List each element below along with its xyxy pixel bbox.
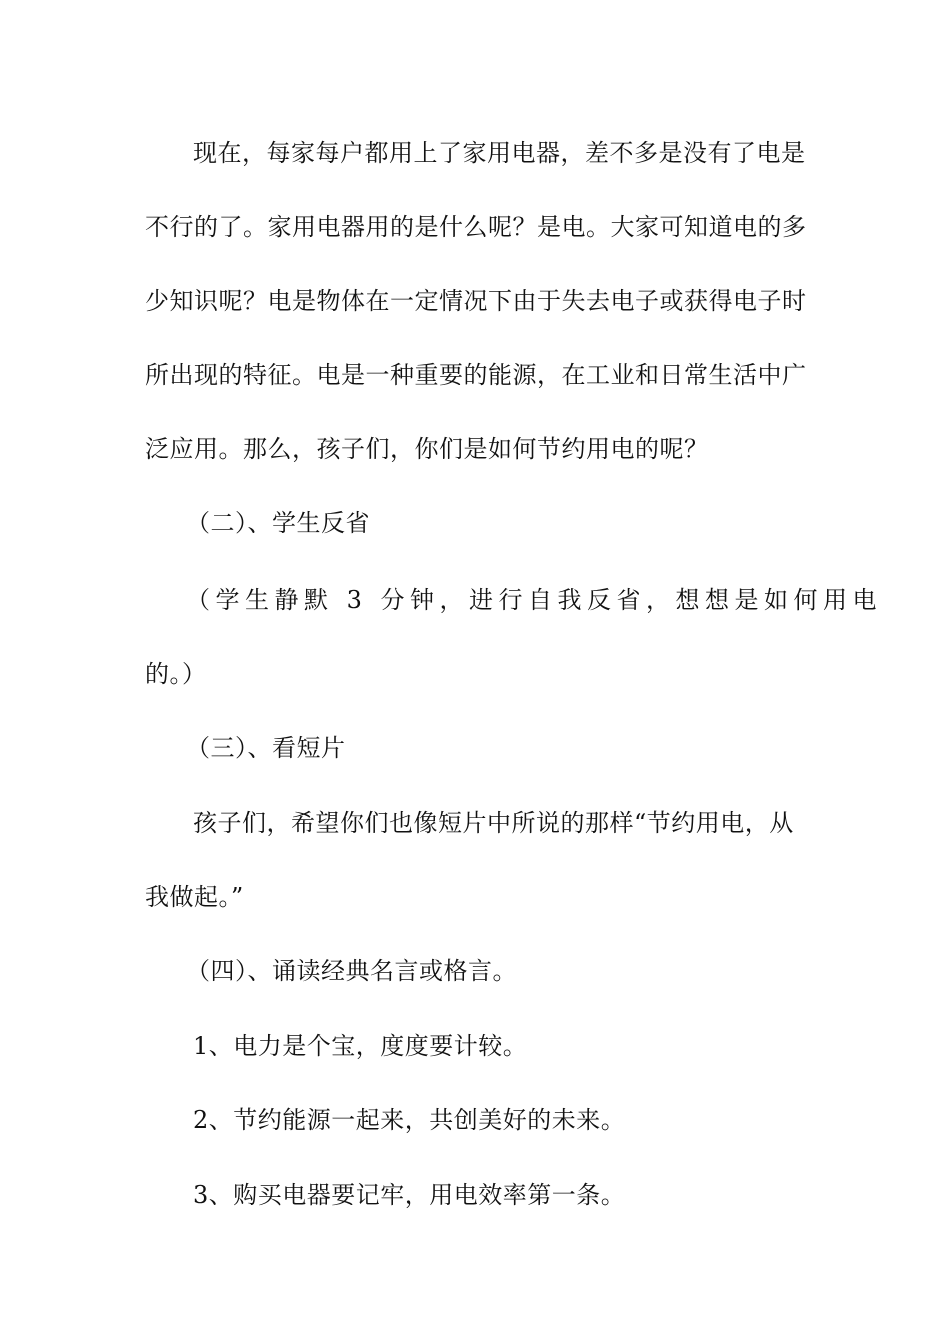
paragraph-intro-line-5: 泛应用。那么，孩子们，你们是如何节约用电的呢？	[145, 435, 709, 463]
paragraph-intro-line-3: 少知识呢？电是物体在一定情况下由于失去电子或获得电子时	[145, 287, 807, 315]
section-heading-2: （二）、学生反省	[186, 509, 370, 537]
paragraph-reflection-line-1: （学生静默 3 分钟，进行自我反省，想想是如何用电	[186, 586, 883, 614]
section-heading-3: （三）、看短片	[186, 734, 346, 762]
paragraph-intro-line-2: 不行的了。家用电器用的是什么呢？是电。大家可知道电的多	[145, 213, 807, 241]
quote-item-1: 1、电力是个宝，度度要计较。	[193, 1032, 528, 1060]
paragraph-reflection-line-2: 的。）	[145, 660, 207, 688]
paragraph-video-line-2: 我做起。”	[145, 883, 244, 911]
paragraph-intro-line-4: 所出现的特征。电是一种重要的能源，在工业和日常生活中广	[145, 361, 807, 389]
quote-item-3: 3、购买电器要记牢，用电效率第一条。	[193, 1181, 626, 1209]
quote-item-2: 2、节约能源一起来，共创美好的未来。	[193, 1106, 626, 1134]
section-heading-4: （四）、诵读经典名言或格言。	[186, 957, 517, 985]
paragraph-intro-line-1: 现在，每家每户都用上了家用电器，差不多是没有了电是	[193, 139, 806, 167]
paragraph-video-line-1: 孩子们，希望你们也像短片中所说的那样“节约用电，从	[193, 809, 794, 837]
